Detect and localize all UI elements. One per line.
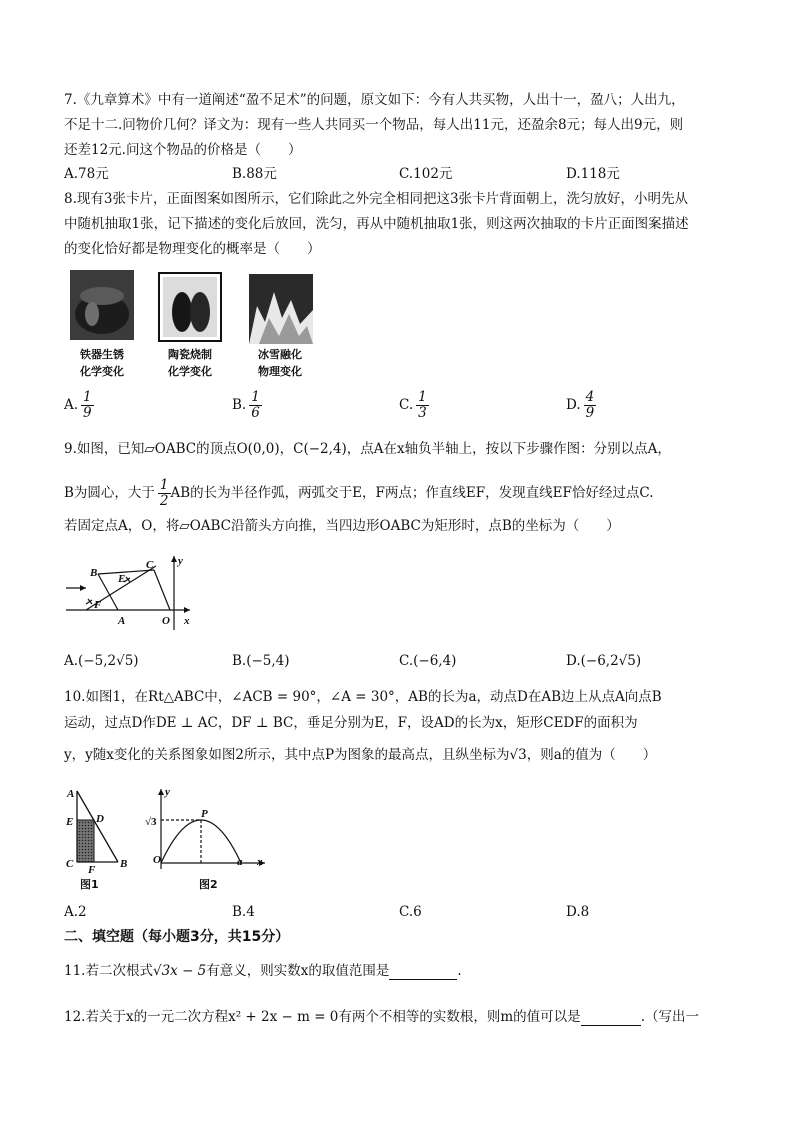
- q10-option-a: A.2: [64, 904, 87, 920]
- q10-line-2: 运动，过点D作DE ⊥ AC，DF ⊥ BC，垂足分别为E，F，设AD的长为x，矩形CEDF的面积为: [64, 715, 638, 731]
- label-a: A: [118, 615, 126, 627]
- rusty-iron-photo: [70, 270, 134, 340]
- fig1-label-b: B: [120, 858, 128, 870]
- q8-line-3: 的变化恰好都是物理变化的概率是（ ）: [64, 241, 321, 257]
- card-1-caption: [62, 346, 142, 380]
- card-3-caption: [240, 346, 320, 380]
- ice-melting-photo: [249, 274, 313, 344]
- q10-option-d: D.8: [566, 904, 590, 920]
- fig1-label-a: A: [67, 788, 75, 800]
- q10-option-b: B.4: [232, 904, 255, 920]
- q8-line-2: 中随机抽取1张，记下描述的变化后放回，洗匀，再从中随机抽取1张，则这两次抽取的卡片正面图案描述: [64, 216, 689, 232]
- card-2-type: 化学变化: [168, 365, 212, 378]
- label-e: E: [118, 573, 126, 585]
- label-c: C: [146, 559, 154, 571]
- graph-figure-2: [145, 785, 269, 893]
- fig1-label-d: D: [96, 813, 104, 825]
- ceramic-firing-photo: [158, 272, 222, 342]
- q7-line-2: 不足十二.问物价几何？译文为：现有一些人共同买一个物品，每人出11元，还盈余8元；每人出9元，则: [64, 117, 684, 133]
- label-o: O: [162, 615, 170, 627]
- q9-option-a: A.(−5,2√5): [64, 653, 139, 669]
- q7-option-b: B.88元: [232, 166, 277, 182]
- fig2-label-a: a: [237, 856, 243, 868]
- q10-option-c: C.6: [399, 904, 422, 920]
- q8-option-b: B. $\frac{1}{6}$: [232, 389, 260, 421]
- fig2-label-p: P: [201, 808, 208, 820]
- fig2-label-x: x: [257, 856, 263, 868]
- q10-line-1: 10.如图1，在Rt△ABC中，∠ACB = 90°，∠A = 30°，AB的长为a，动点D在AB边上从点A向点B: [64, 689, 662, 705]
- card-2-caption: [150, 346, 230, 380]
- fig2-label-y: y: [165, 786, 170, 798]
- q8-option-d: D. $\frac{4}{9}$: [566, 389, 595, 421]
- card-2-name: 陶瓷烧制: [168, 348, 212, 361]
- card-1-type: 化学变化: [80, 365, 124, 378]
- fig1-label-c: C: [66, 858, 74, 870]
- fig2-label-o: O: [153, 854, 161, 866]
- q9-line-1: 9.如图，已知▱OABC的顶点O(0,0)，C(−2,4)，点A在x轴负半轴上，按以下步骤作图：分别以点A，: [64, 441, 671, 457]
- q12-answer-blank[interactable]: [581, 1025, 641, 1026]
- q11-answer-blank[interactable]: [389, 979, 457, 980]
- q9-option-b: B.(−5,4): [232, 653, 290, 669]
- q7-option-c: C.102元: [399, 166, 453, 182]
- fig1-label-e: E: [66, 816, 74, 828]
- fig1-label-f: F: [88, 864, 96, 876]
- q7-option-a: A.78元: [64, 166, 109, 182]
- card-3-name: 冰雪融化: [258, 348, 302, 361]
- q8-line-1: 8.现有3张卡片，正面图案如图所示，它们除此之外完全相同把这3张卡片背面朝上，洗匀放好，小明先从: [64, 191, 689, 207]
- q9-option-c: C.(−6,4): [399, 653, 457, 669]
- q7-line-1: 7.《九章算术》中有一道阐述“盈不足术”的问题，原文如下：今有人共买物，人出十一，盈八；人出九，: [64, 92, 685, 108]
- q11-radical: √3x − 5: [152, 963, 207, 979]
- q7-line-3: 还差12元.问这个物品的价格是（ ）: [64, 142, 302, 158]
- section-2-title: 二、填空题（每小题3分，共15分）: [64, 929, 290, 945]
- label-x: x: [184, 615, 190, 627]
- label-b: B: [90, 567, 98, 579]
- q9-option-d: D.(−6,2√5): [566, 653, 642, 669]
- fig2-label-sqrt3: √3: [145, 816, 157, 828]
- label-f: F: [94, 599, 102, 611]
- label-y: y: [178, 555, 183, 567]
- q11-text: 11.若二次根式√3x − 5有意义，则实数x的取值范围是 .: [64, 963, 462, 979]
- q10-line-3: y，y随x变化的关系图象如图2所示，其中点P为图象的最高点，且纵坐标为√3，则a的值为（ ）: [64, 747, 657, 763]
- q7-option-d: D.118元: [566, 166, 620, 182]
- fig2-caption: 图2: [199, 878, 218, 891]
- q9-line-2: B为圆心，大于 $\frac{1}{2}$ AB的长为半径作弧，两弧交于E，F两点；作直线EF，发现直线EF恰好经过点C.: [64, 477, 654, 509]
- triangle-figure-1: [60, 785, 136, 893]
- fig1-caption: 图1: [80, 878, 99, 891]
- q9-line-3: 若固定点A，O，将▱OABC沿箭头方向推，当四边形OABC为矩形时，点B的坐标为（ ）: [64, 518, 620, 534]
- q8-option-c: C. $\frac{1}{3}$: [399, 389, 427, 421]
- parallelogram-figure: [62, 552, 194, 632]
- q8-option-a: A. $\frac{1}{9}$: [64, 389, 92, 421]
- q12-text: 12.若关于x的一元二次方程x² + 2x − m = 0有两个不相等的实数根，则m的值可以是 .（写出一: [64, 1009, 699, 1025]
- card-3-type: 物理变化: [258, 365, 302, 378]
- card-1-name: 铁器生锈: [80, 348, 124, 361]
